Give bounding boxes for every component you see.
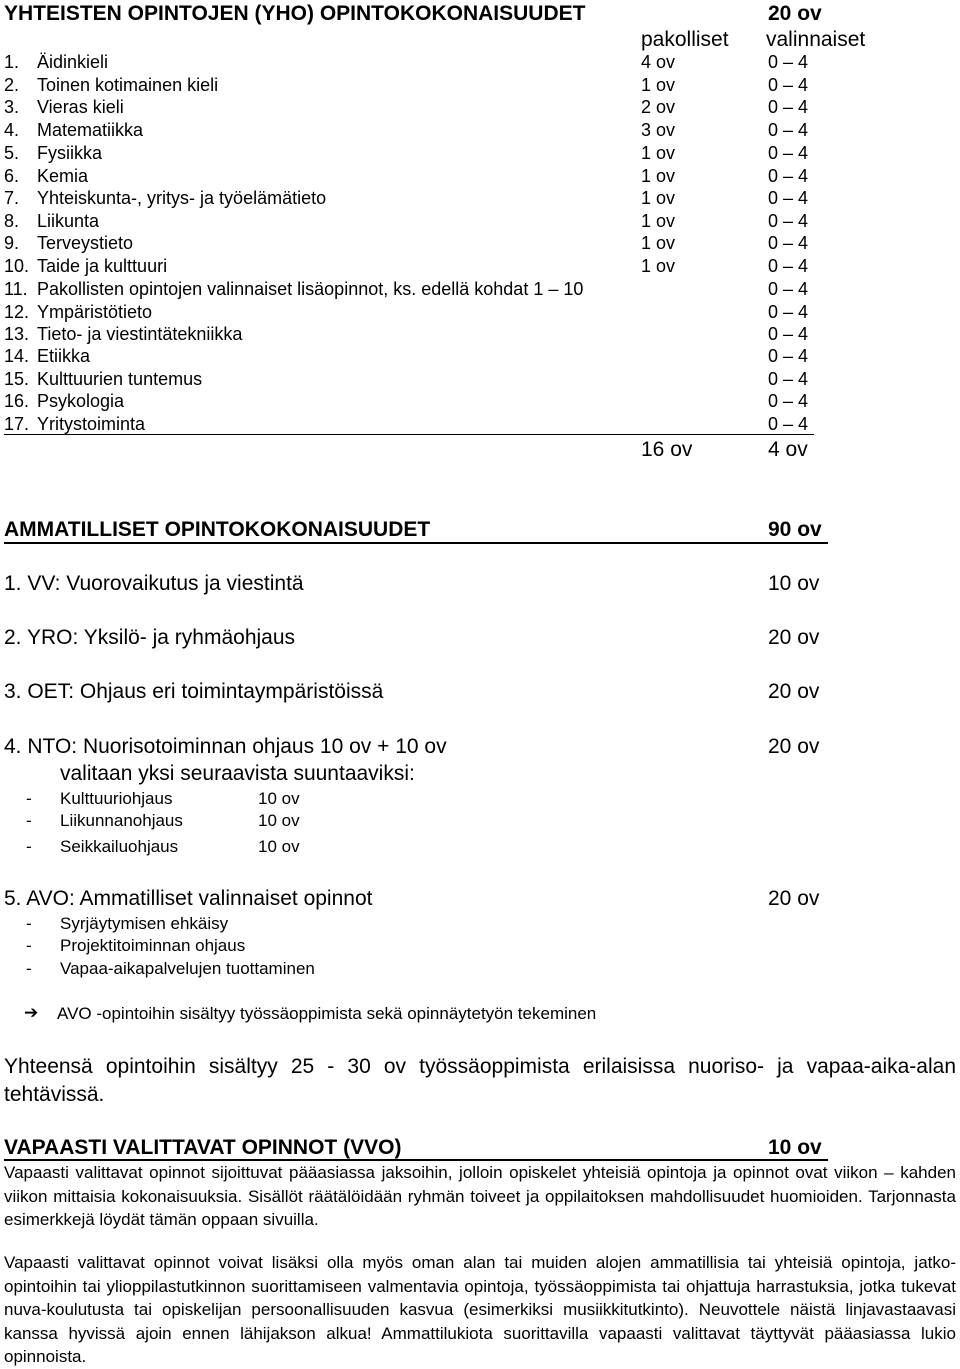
avo-ov: 20 ov: [768, 887, 820, 910]
dash-marker: -: [26, 936, 32, 955]
dash-marker: -: [26, 837, 32, 856]
sum-required: 16 ov: [641, 438, 693, 461]
nto-option-name: Seikkailuohjaus: [60, 837, 179, 856]
yho-row-required: 2 ov: [641, 97, 676, 117]
yho-row-number: 11.: [4, 279, 28, 299]
yho-row-number: 10.: [4, 256, 30, 276]
amm-item: 2. YRO: Yksilö- ja ryhmäohjaus: [4, 626, 296, 649]
sum-line: [4, 434, 814, 435]
yho-row-required: 1 ov: [641, 188, 676, 208]
yho-row-optional: 0 – 4: [768, 302, 809, 322]
avo-label: 5. AVO: Ammatilliset valinnaiset opinnot: [4, 887, 373, 910]
vvo-paragraph-2: Vapaasti valittavat opinnot voivat lisäksi olla myös oman alan tai muiden alojen ammatillisia tai yhteisiä opintoja, jatko-opintoihin tai ylioppilastutkinnon suorittamiseen valmentavia opintoja, työssäoppimista tai ohjattuja harrastuksia, jotka tukevat nuva-koulutusta tai opiskelijan persoonallisuuden kasvua (esimerkiksi musiikkitutkinto). Neuvottele näistä linjavastaavasi kanssa hyvissä ajoin ennen lähijakson alkua! Ammattilukiota suorittavilla vapaasti valittavat täyttyvät pääasiassa lukio opinnoista.: [4, 1253, 956, 1366]
avo-option: Projektitoiminnan ohjaus: [60, 936, 246, 955]
yho-row-number: 17.: [4, 414, 30, 434]
summary-text: Yhteensä opintoihin sisältyy 25 - 30 ov työssäoppimista erilaisissa nuoriso- ja vapaa-aika-alan tehtävissä.: [4, 1055, 956, 1106]
yho-row-name: Pakollisten opintojen valinnaiset lisäopinnot, ks. edellä kohdat 1 – 10: [37, 279, 584, 299]
vvo-title: VAPAASTI VALITTAVAT OPINNOT (VVO): [4, 1136, 402, 1159]
yho-row-number: 2.: [4, 75, 20, 95]
yho-row-name: Yritystoiminta: [37, 414, 146, 434]
yho-row-optional: 0 – 4: [768, 233, 809, 253]
yho-row-name: Matematiikka: [37, 120, 144, 140]
amm-total: 90 ov: [768, 518, 822, 541]
dash-marker: -: [26, 789, 32, 808]
yho-row-name: Kemia: [37, 166, 89, 186]
yho-row-number: 9.: [4, 233, 20, 253]
yho-row-name: Tieto- ja viestintätekniikka: [37, 324, 243, 344]
amm-item-ov: 20 ov: [768, 735, 820, 758]
yho-row-name: Fysiikka: [37, 143, 103, 163]
avo-note: AVO -opintoihin sisältyy työssäoppimista sekä opinnäytetyön tekeminen: [57, 1004, 597, 1023]
yho-row-optional: 0 – 4: [768, 369, 809, 389]
yho-row-required: 1 ov: [641, 143, 676, 163]
yho-row-name: Liikunta: [37, 211, 100, 231]
yho-row-optional: 0 – 4: [768, 166, 809, 186]
nto-option-ov: 10 ov: [258, 837, 300, 856]
amm-item: 1. VV: Vuorovaikutus ja viestintä: [4, 572, 304, 595]
yho-row-name: Etiikka: [37, 346, 91, 366]
nto-option-name: Liikunnanohjaus: [60, 811, 183, 830]
yho-row-optional: 0 – 4: [768, 256, 809, 276]
yho-row-required: 3 ov: [641, 120, 676, 140]
yho-row-optional: 0 – 4: [768, 52, 809, 72]
yho-row-name: Äidinkieli: [37, 52, 109, 72]
yho-row-required: 1 ov: [641, 166, 676, 186]
yho-row-name: Ympäristötieto: [37, 302, 153, 322]
yho-row-number: 4.: [4, 120, 20, 140]
yho-row-optional: 0 – 4: [768, 75, 809, 95]
yho-row-optional: 0 – 4: [768, 211, 809, 231]
yho-row-name: Terveystieto: [37, 233, 134, 253]
amm-item-ov: 10 ov: [768, 572, 820, 595]
yho-row-name: Vieras kieli: [37, 97, 124, 117]
yho-row-required: 1 ov: [641, 75, 676, 95]
yho-row-number: 7.: [4, 188, 20, 208]
col-required-header: pakolliset: [641, 28, 729, 51]
yho-row-number: 5.: [4, 143, 20, 163]
dash-marker: -: [26, 959, 32, 978]
yho-title: YHTEISTEN OPINTOJEN (YHO) OPINTOKOKONAISUUDET: [4, 2, 586, 25]
nto-note: valitaan yksi seuraavista suuntaaviksi:: [60, 762, 415, 785]
yho-row-optional: 0 – 4: [768, 143, 809, 163]
yho-row-required: 4 ov: [641, 52, 676, 72]
yho-row-name: Kulttuurien tuntemus: [37, 369, 203, 389]
yho-row-optional: 0 – 4: [768, 414, 809, 434]
amm-item: 4. NTO: Nuorisotoiminnan ohjaus 10 ov + 10 ov: [4, 735, 447, 758]
yho-row-required: 1 ov: [641, 233, 676, 253]
yho-row-required: 1 ov: [641, 211, 676, 231]
dash-marker: -: [26, 811, 32, 830]
yho-row-number: 8.: [4, 211, 20, 231]
yho-row-number: 14.: [4, 346, 30, 366]
nto-option-ov: 10 ov: [258, 811, 300, 830]
nto-option-name: Kulttuuriohjaus: [60, 789, 173, 808]
yho-row-optional: 0 – 4: [768, 97, 809, 117]
amm-title: AMMATILLISET OPINTOKOKONAISUUDET: [4, 518, 431, 541]
amm-item-ov: 20 ov: [768, 626, 820, 649]
amm-underline: [4, 542, 828, 544]
yho-row-optional: 0 – 4: [768, 279, 809, 299]
yho-row-number: 1.: [4, 52, 20, 72]
col-optional-header: valinnaiset: [766, 28, 866, 51]
yho-row-name: Psykologia: [37, 391, 125, 411]
yho-row-number: 3.: [4, 97, 20, 117]
yho-row-optional: 0 – 4: [768, 346, 809, 366]
vvo-paragraph-1: Vapaasti valittavat opinnot sijoittuvat pääasiassa jaksoihin, jolloin opiskelet yhteisiä opintoja ja opinnot ovat viikon – kahden viikon mittaisia kokonaisuuksia. Sisällöt räätälöidään ryhmän toiveet ja oppilaitoksen mahdollisuudet huomioiden. Tarjonnasta esimerkkejä löydät tämän oppaan sivuilla.: [4, 1163, 956, 1229]
yho-row-number: 12.: [4, 302, 30, 322]
amm-item-ov: 20 ov: [768, 680, 820, 703]
vvo-total: 10 ov: [768, 1136, 822, 1159]
yho-row-name: Yhteiskunta-, yritys- ja työelämätieto: [37, 188, 327, 208]
sum-optional: 4 ov: [768, 438, 808, 461]
yho-row-optional: 0 – 4: [768, 188, 809, 208]
yho-row-optional: 0 – 4: [768, 324, 809, 344]
yho-row-name: Taide ja kulttuuri: [37, 256, 168, 276]
yho-row-name: Toinen kotimainen kieli: [37, 75, 219, 95]
nto-option-ov: 10 ov: [258, 789, 300, 808]
yho-row-number: 6.: [4, 166, 20, 186]
dash-marker: -: [26, 914, 32, 933]
yho-total: 20 ov: [768, 2, 822, 25]
yho-row-number: 15.: [4, 369, 30, 389]
yho-row-required: 1 ov: [641, 256, 676, 276]
yho-row-optional: 0 – 4: [768, 391, 809, 411]
yho-row-number: 13.: [4, 324, 30, 344]
avo-option: Syrjäytymisen ehkäisy: [60, 914, 229, 933]
yho-row-number: 16.: [4, 391, 30, 411]
avo-option: Vapaa-aikapalvelujen tuottaminen: [60, 959, 315, 978]
amm-item: 3. OET: Ohjaus eri toimintaympäristöissä: [4, 680, 384, 703]
yho-row-optional: 0 – 4: [768, 120, 809, 140]
arrow-icon: ➔: [24, 1003, 39, 1022]
